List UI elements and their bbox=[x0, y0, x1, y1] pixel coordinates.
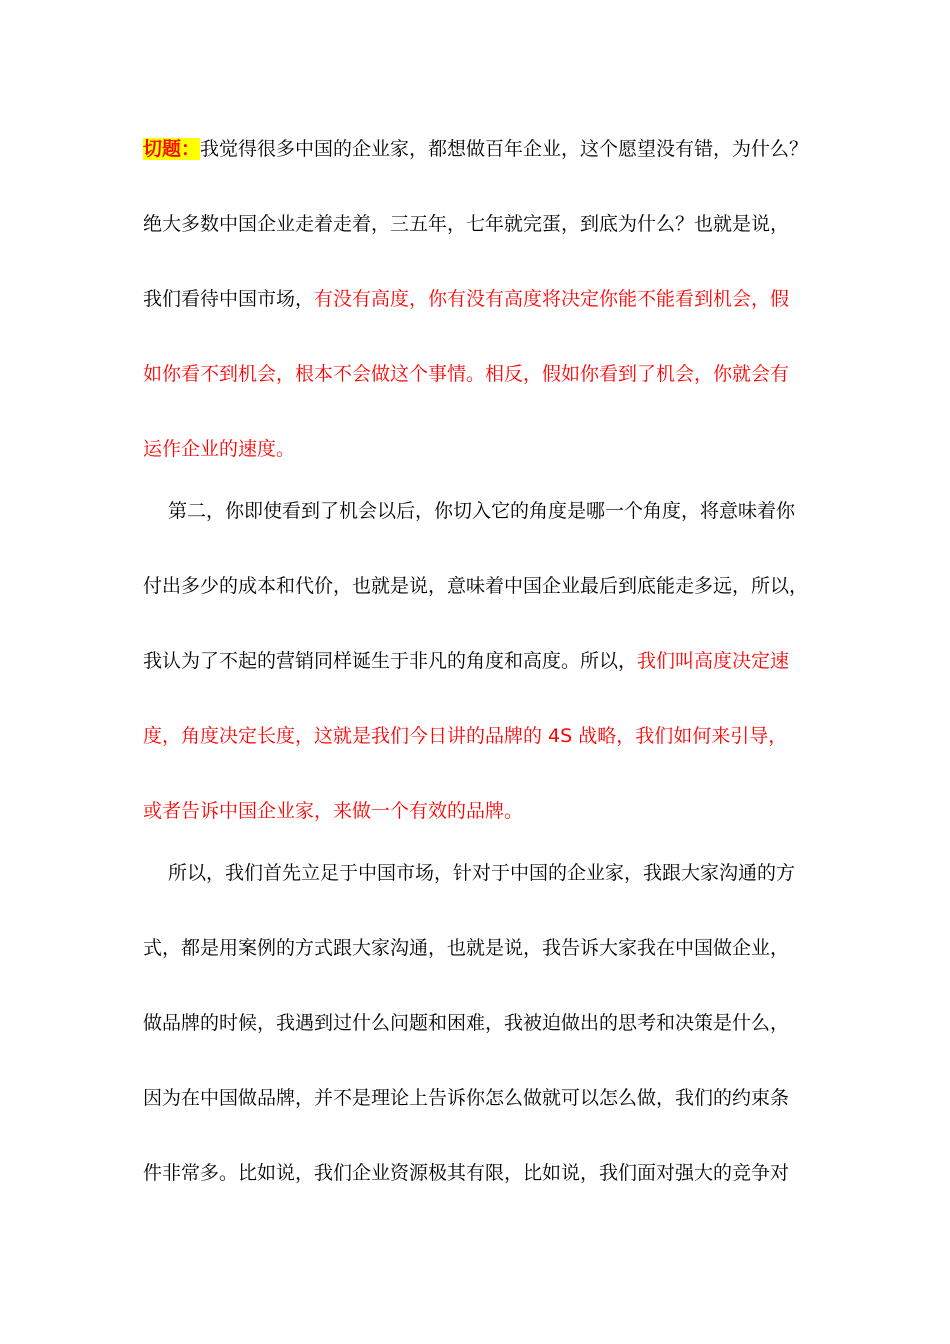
paragraph-line bbox=[143, 209, 833, 239]
paragraph-line bbox=[143, 284, 833, 314]
text-run: 所以，我们首先立足于中国市场，针对于中国的企业家，我跟大家沟通的方 bbox=[168, 862, 796, 884]
emphasized-text: 或者告诉中国企业家，来做一个有效的品牌。 bbox=[143, 800, 524, 822]
paragraph-line bbox=[143, 134, 833, 164]
emphasized-text: 有没有高度，你有没有高度将决定你能不能看到机会，假 bbox=[314, 288, 790, 310]
emphasized-text: 我们叫高度决定速 bbox=[637, 650, 790, 672]
paragraph-line bbox=[168, 858, 858, 888]
paragraph-line bbox=[143, 1158, 833, 1188]
text-run: 我们看待中国市场， bbox=[143, 288, 315, 310]
text-run: 式，都是用案例的方式跟大家沟通，也就是说，我告诉大家我在中国做企业， bbox=[143, 937, 790, 959]
text-run: 做品牌的时候，我遇到过什么问题和困难，我被迫做出的思考和决策是什么， bbox=[143, 1012, 790, 1034]
text-run: 付出多少的成本和代价，也就是说，意味着中国企业最后到底能走多远，所以， bbox=[143, 575, 809, 597]
text-run: 因为在中国做品牌，并不是理论上告诉你怎么做就可以怎么做，我们的约束条 bbox=[143, 1087, 790, 1109]
paragraph-line bbox=[168, 496, 858, 526]
paragraph-line bbox=[143, 796, 833, 826]
paragraph-line bbox=[143, 646, 833, 676]
emphasized-text: 运作企业的速度。 bbox=[143, 438, 296, 460]
text-run: 第二，你即使看到了机会以后，你切入它的角度是哪一个角度，将意味着你 bbox=[168, 500, 796, 522]
text-run: 我认为了不起的营销同样诞生于非凡的角度和高度。所以， bbox=[143, 650, 638, 672]
paragraph-line bbox=[143, 721, 833, 751]
paragraph-line bbox=[143, 1008, 833, 1038]
text-run: 件非常多。比如说，我们企业资源极其有限，比如说，我们面对强大的竞争对 bbox=[143, 1162, 790, 1184]
paragraph-line bbox=[143, 1083, 833, 1113]
emphasized-text: 如你看不到机会，根本不会做这个事情。相反，假如你看到了机会，你就会有 bbox=[143, 363, 790, 385]
topic-label: 切题： bbox=[143, 138, 201, 160]
paragraph-line bbox=[143, 933, 833, 963]
paragraph-line bbox=[143, 359, 833, 389]
emphasized-text: 度，角度决定长度，这就是我们今日讲的品牌的 4S 战略，我们如何来引导， bbox=[143, 725, 788, 747]
paragraph-line bbox=[143, 434, 833, 464]
text-run: 我觉得很多中国的企业家，都想做百年企业，这个愿望没有错，为什么？ bbox=[200, 138, 809, 160]
text-run: 绝大多数中国企业走着走着，三五年，七年就完蛋，到底为什么？也就是说， bbox=[143, 213, 790, 235]
paragraph-line bbox=[143, 571, 833, 601]
